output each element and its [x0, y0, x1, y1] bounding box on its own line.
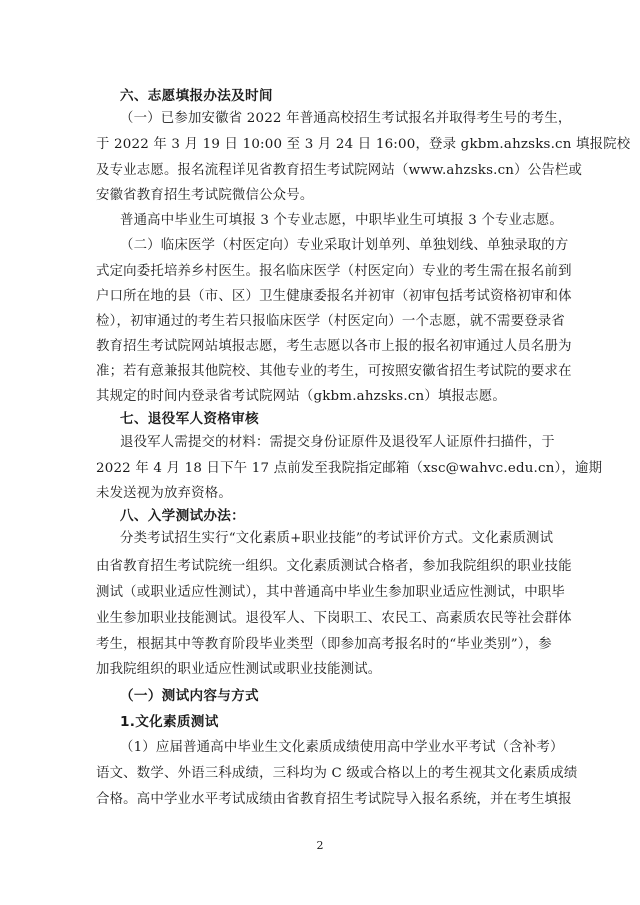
paragraph-line: 由省教育招生考试院统一组织。文化素质测试合格者，参加我院组织的职业技能	[96, 559, 572, 574]
paragraph-line: 其规定的时间内登录省考试院网站（gkbm.ahzsks.cn）填报志愿。	[96, 389, 506, 404]
paragraph-line: 教育招生考试院网站填报志愿，考生志愿以各市上报的报名初审通过人员名册为	[96, 339, 572, 354]
paragraph-line: 及专业志愿。报名流程详见省教育招生考试院网站（www.ahzsks.cn）公告栏或	[96, 163, 583, 178]
paragraph-line: 测试（或职业适应性测试），其中普通高中毕业生参加职业适应性测试，中职毕	[96, 585, 565, 600]
paragraph-line: 检），初审通过的考生若只报临床医学（村医定向）一个志愿，就不需要登录省	[96, 314, 565, 329]
paragraph-line: 加我院组织的职业适应性测试或职业技能测试。	[96, 662, 382, 677]
section-8-heading: 八、入学测试办法：	[120, 508, 246, 524]
paragraph-line: （1）应届普通高中毕业生文化素质成绩使用高中学业水平考试（含补考）	[120, 740, 564, 755]
paragraph-line: 分类考试招生实行“文化素质+职业技能”的考试评价方式。文化素质测试	[120, 531, 554, 546]
paragraph-line: 式定向委托培养乡村医生。报名临床医学（村医定向）专业的考生需在报名前到	[96, 264, 572, 279]
paragraph-line: 退役军人需提交的材料：需提交身份证原件及退役军人证原件扫描件，于	[120, 435, 555, 450]
paragraph-line: 业生参加职业技能测试。退役军人、下岗职工、农民工、高素质农民等社会群体	[96, 611, 572, 626]
subsubsection-heading: 1.文化素质测试	[120, 714, 219, 730]
paragraph-line: （一）已参加安徽省 2022 年普通高校招生考试报名并取得考生号的考生，	[120, 111, 572, 126]
paragraph-line: 合格。高中学业水平考试成绩由省教育招生考试院导入报名系统，并在考生填报	[96, 792, 572, 807]
paragraph-line: 安徽省教育招生考试院微信公众号。	[96, 188, 314, 203]
section-7-heading: 七、退役军人资格审核	[120, 411, 259, 427]
paragraph-line: 于 2022 年 3 月 19 日 10:00 至 3 月 24 日 16:00，登录 gkbm.ahzsks.cn 填报院校	[96, 137, 631, 152]
paragraph-line: 准；若有意兼报其他院校、其他专业的考生，可按照安徽省招生考试院的要求在	[96, 364, 572, 379]
paragraph-line: （二）临床医学（村医定向）专业采取计划单列、单独划线、单独录取的方	[120, 238, 569, 253]
paragraph-line: 户口所在地的县（市、区）卫生健康委报名并初审（初审包括考试资格初审和体	[96, 289, 572, 304]
subsection-heading: （一）测试内容与方式	[120, 688, 259, 704]
paragraph-line: 2022 年 4 月 18 日下午 17 点前发至我院指定邮箱（xsc@wahvc.edu.cn），逾期	[96, 461, 603, 476]
page-number: 2	[316, 839, 324, 852]
paragraph-line: 语文、数学、外语三科成绩，三科均为 C 级或合格以上的考生视其文化素质成绩	[96, 766, 578, 781]
paragraph-line: 未发送视为放弃资格。	[96, 486, 232, 501]
section-6-heading: 六、志愿填报办法及时间	[120, 88, 273, 104]
paragraph-line: 普通高中毕业生可填报 3 个专业志愿，中职毕业生可填报 3 个专业志愿。	[120, 213, 563, 228]
paragraph-line: 考生，根据其中等教育阶段毕业类型（即参加高考报名时的“毕业类别”），参	[96, 637, 552, 652]
